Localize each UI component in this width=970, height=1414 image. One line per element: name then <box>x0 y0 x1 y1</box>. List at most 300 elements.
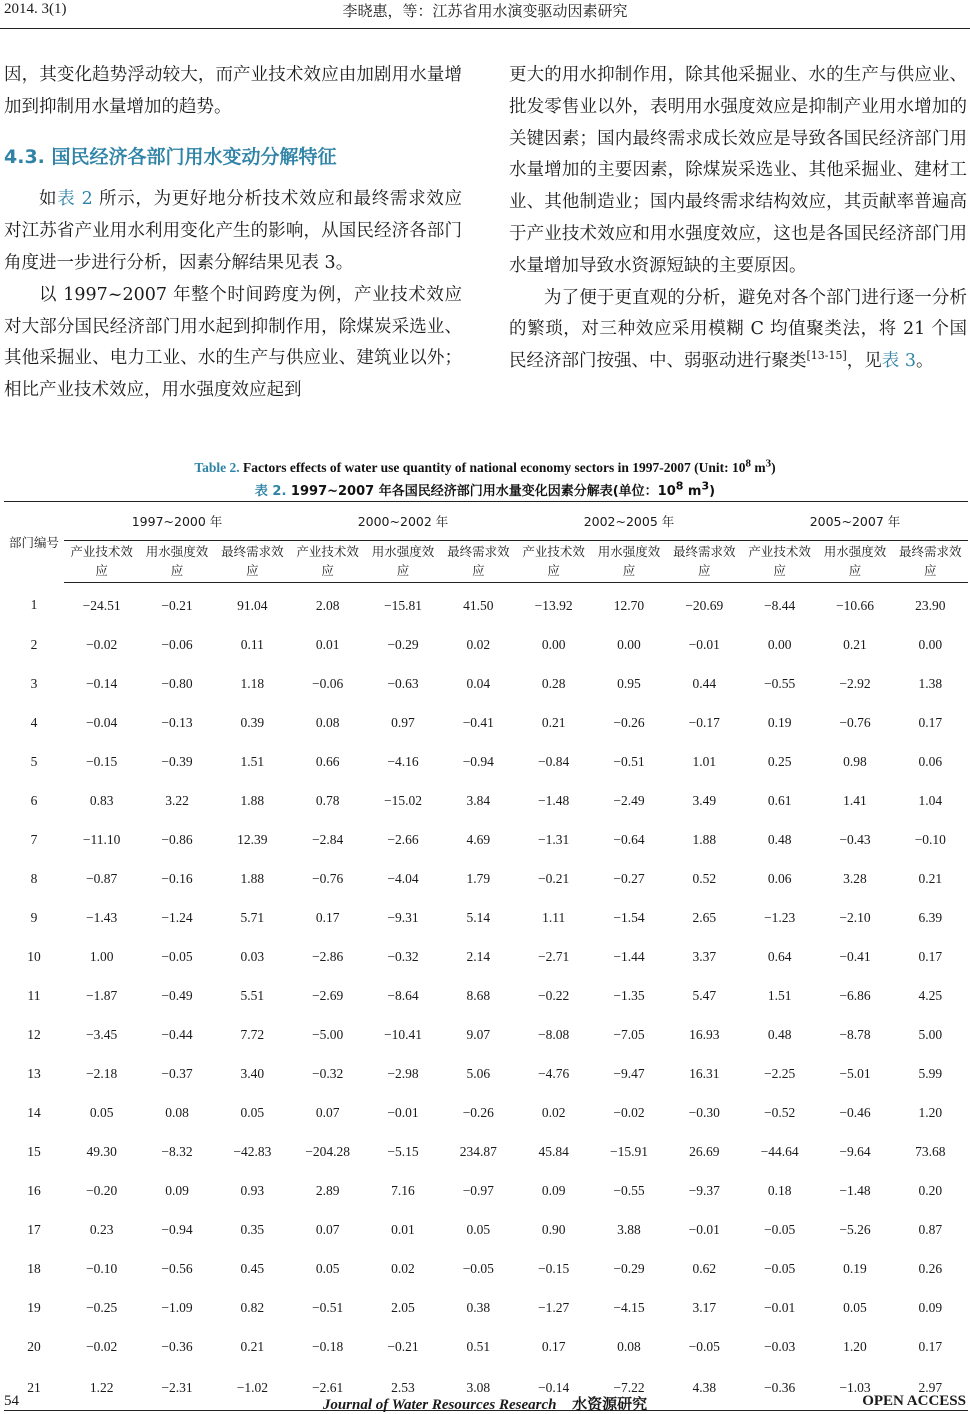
value-cell: −2.69 <box>312 987 344 1003</box>
value-cell: −0.21 <box>538 870 570 886</box>
sector-id-cell: 15 <box>27 1143 41 1159</box>
value-cell: 3.88 <box>617 1221 641 1237</box>
value-cell: −2.84 <box>312 831 344 847</box>
value-cell: −0.14 <box>516 1366 591 1411</box>
value-cell: 3.08 <box>441 1366 516 1411</box>
value-cell: −5.26 <box>839 1221 871 1237</box>
value-cell: 0.25 <box>767 753 792 769</box>
value-cell: −2.71 <box>538 948 570 964</box>
value-cell: −0.16 <box>161 870 193 886</box>
value-cell: 23.90 <box>915 597 946 613</box>
value-cell: 0.09 <box>541 1182 566 1198</box>
value-cell: 234.87 <box>459 1143 497 1159</box>
value-cell: −0.01 <box>764 1299 796 1315</box>
value-cell: −0.76 <box>839 714 871 730</box>
value-cell: 0.98 <box>843 753 867 769</box>
value-cell: −0.94 <box>462 753 494 769</box>
value-cell: 0.01 <box>391 1221 415 1237</box>
value-cell: −0.27 <box>613 870 645 886</box>
value-cell: 0.05 <box>240 1104 265 1120</box>
col-header-effect: 产业技术效应 <box>742 541 817 583</box>
table-caption-zh <box>0 480 970 499</box>
value-cell: −0.56 <box>161 1260 193 1276</box>
value-cell: 0.00 <box>617 636 641 652</box>
value-cell: 0.23 <box>89 1221 114 1237</box>
value-cell: 1.51 <box>240 753 265 769</box>
table-row <box>4 703 968 742</box>
value-cell: −5.15 <box>387 1143 419 1159</box>
value-cell: −11.10 <box>82 831 121 847</box>
col-header-effect: 产业技术效应 <box>516 541 591 583</box>
table-row <box>4 1132 968 1171</box>
value-cell: 0.28 <box>541 675 566 691</box>
value-cell: 1.88 <box>240 870 265 886</box>
value-cell: −15.81 <box>383 597 422 613</box>
value-cell: 1.88 <box>240 792 265 808</box>
value-cell: −0.44 <box>161 1026 193 1042</box>
value-cell: 0.19 <box>767 714 792 730</box>
period-header: 2005~2007 年 <box>742 502 968 541</box>
value-cell: 7.16 <box>391 1182 415 1198</box>
value-cell: 2.05 <box>391 1299 415 1315</box>
value-cell: −0.26 <box>462 1104 494 1120</box>
value-cell: −0.43 <box>839 831 871 847</box>
value-cell: 1.51 <box>767 987 792 1003</box>
value-cell: 49.30 <box>86 1143 117 1159</box>
value-cell: −0.55 <box>764 675 796 691</box>
paragraph <box>509 283 967 378</box>
value-cell: −24.51 <box>82 597 121 613</box>
value-cell: 0.44 <box>692 675 717 691</box>
value-cell: 0.05 <box>89 1104 114 1120</box>
value-cell: 8.68 <box>466 987 491 1003</box>
value-cell: −0.05 <box>161 948 193 964</box>
col-header-effect: 用水强度效应 <box>365 541 440 583</box>
value-cell: 0.82 <box>240 1299 265 1315</box>
value-cell: 0.21 <box>918 870 943 886</box>
sector-id-cell: 21 <box>4 1366 64 1411</box>
value-cell: −0.25 <box>86 1299 118 1315</box>
sector-id-cell: 9 <box>30 909 38 925</box>
value-cell: 0.06 <box>767 870 792 886</box>
col-header-effect: 用水强度效应 <box>591 541 666 583</box>
table-row <box>4 898 968 937</box>
table-caption-en <box>0 457 970 476</box>
running-title: 李晓惠，等：江苏省用水演变驱动因素研究 <box>342 2 628 20</box>
value-cell: 3.17 <box>692 1299 717 1315</box>
value-cell: −0.05 <box>688 1338 720 1354</box>
value-cell: −0.30 <box>688 1104 720 1120</box>
sector-id-cell: 7 <box>30 831 38 847</box>
value-cell: −0.32 <box>312 1065 344 1081</box>
value-cell: −204.28 <box>305 1143 351 1159</box>
value-cell: −0.17 <box>688 714 720 730</box>
value-cell: −2.31 <box>139 1366 214 1411</box>
value-cell: 0.48 <box>767 831 792 847</box>
value-cell: 0.04 <box>466 675 491 691</box>
value-cell: 16.93 <box>689 1026 720 1042</box>
value-cell: 4.25 <box>918 987 943 1003</box>
value-cell: −0.49 <box>161 987 193 1003</box>
col-header-effect: 产业技术效应 <box>64 541 139 583</box>
value-cell: −13.92 <box>534 597 573 613</box>
value-cell: 0.08 <box>315 714 340 730</box>
value-cell: 1.88 <box>692 831 717 847</box>
value-cell: −1.09 <box>161 1299 193 1315</box>
value-cell: −0.04 <box>86 714 118 730</box>
col-header-effect: 用水强度效应 <box>139 541 214 583</box>
value-cell: −1.44 <box>613 948 645 964</box>
value-cell: 2.89 <box>315 1182 340 1198</box>
section-heading: 4.3. 国民经济各部门用水变动分解特征 <box>4 145 337 168</box>
value-cell: 0.09 <box>918 1299 943 1315</box>
value-cell: 5.06 <box>466 1065 491 1081</box>
col-header-effect: 最终需求效应 <box>215 541 290 583</box>
table-row <box>4 742 968 781</box>
journal-name <box>0 1393 970 1414</box>
value-cell: −0.51 <box>312 1299 344 1315</box>
value-cell: 0.66 <box>315 753 340 769</box>
value-cell: 0.83 <box>89 792 114 808</box>
value-cell: 2.53 <box>365 1366 440 1411</box>
value-cell: 1.00 <box>89 948 114 964</box>
value-cell: 0.17 <box>315 909 340 925</box>
value-cell: 0.03 <box>240 948 265 964</box>
value-cell: 1.11 <box>542 909 566 925</box>
value-cell: −0.80 <box>161 675 193 691</box>
value-cell: 1.38 <box>918 675 943 691</box>
sector-id-cell: 6 <box>30 792 38 808</box>
value-cell: −0.46 <box>839 1104 871 1120</box>
period-header: 2000~2002 年 <box>290 502 516 541</box>
value-cell: 0.38 <box>466 1299 491 1315</box>
value-cell: 0.08 <box>165 1104 189 1120</box>
value-cell: 5.00 <box>918 1026 943 1042</box>
table-row <box>4 664 968 703</box>
value-cell: 0.00 <box>541 636 566 652</box>
journal-name-zh: 水资源研究 <box>572 1395 648 1413</box>
value-cell: −15.02 <box>383 792 422 808</box>
value-cell: −0.05 <box>462 1260 494 1276</box>
value-cell: 73.68 <box>915 1143 946 1159</box>
value-cell: 0.62 <box>692 1260 717 1276</box>
table-row <box>4 937 968 976</box>
journal-name-en: Journal of Water Resources Research <box>322 1397 557 1413</box>
table-row <box>4 1327 968 1366</box>
value-cell: 0.17 <box>918 1338 943 1354</box>
value-cell: −2.18 <box>86 1065 118 1081</box>
value-cell: −1.24 <box>161 909 193 925</box>
value-cell: −4.04 <box>387 870 419 886</box>
sector-id-cell: 3 <box>30 675 38 691</box>
value-cell: −20.69 <box>685 597 724 613</box>
value-cell: −1.43 <box>86 909 118 925</box>
table-row <box>4 976 968 1015</box>
value-cell: 1.04 <box>918 792 943 808</box>
value-cell: −1.02 <box>215 1366 290 1411</box>
sector-id-cell: 18 <box>27 1260 41 1276</box>
value-cell: −0.29 <box>613 1260 645 1276</box>
value-cell: −0.84 <box>538 753 570 769</box>
value-cell: 16.31 <box>689 1065 720 1081</box>
value-cell: 2.08 <box>315 597 340 613</box>
value-cell: −0.39 <box>161 753 193 769</box>
value-cell: 0.02 <box>391 1260 415 1276</box>
value-cell: 1.79 <box>466 870 491 886</box>
table-row <box>4 1210 968 1249</box>
table-row <box>4 1288 968 1327</box>
value-cell: 6.39 <box>918 909 943 925</box>
value-cell: −1.31 <box>538 831 570 847</box>
value-cell: −0.18 <box>312 1338 344 1354</box>
value-cell: −0.26 <box>613 714 645 730</box>
value-cell: −2.49 <box>613 792 645 808</box>
caption-label: Table 2. <box>194 460 240 475</box>
value-cell: 5.71 <box>240 909 265 925</box>
text: 如 <box>39 189 58 210</box>
sector-id-cell: 13 <box>27 1065 41 1081</box>
volume-issue: 2014. 3(1) <box>4 1 67 17</box>
value-cell: −1.03 <box>817 1366 892 1411</box>
value-cell: 0.39 <box>240 714 265 730</box>
paragraph: 以 1997~2007 年整个时间跨度为例，产业技术效应对大部分国民经济部门用水起到抑制作用，除煤炭采选业、其他采掘业、电力工业、水的生产与供应业、建筑业以外；相比产业技术效应，用水强度效应起到 <box>4 284 462 401</box>
value-cell: −15.91 <box>609 1143 648 1159</box>
sector-id-cell: 16 <box>27 1182 41 1198</box>
value-cell: 0.00 <box>767 636 792 652</box>
value-cell: −1.48 <box>538 792 570 808</box>
caption-text: Factors effects of water use quantity of national economy sectors in 1997-2007 (Unit: $10^8$ $m^3$) <box>239 457 776 475</box>
value-cell: −4.15 <box>613 1299 645 1315</box>
value-cell: −8.78 <box>839 1026 871 1042</box>
table-row <box>4 1171 968 1210</box>
value-cell: 4.38 <box>667 1366 742 1411</box>
value-cell: −0.97 <box>462 1182 494 1198</box>
value-cell: 0.08 <box>617 1338 641 1354</box>
value-cell: −9.37 <box>688 1182 720 1198</box>
text: 。 <box>916 351 934 372</box>
table-row <box>4 1093 968 1132</box>
value-cell: 0.17 <box>918 948 943 964</box>
table-row <box>4 625 968 664</box>
value-cell: −0.55 <box>613 1182 645 1198</box>
value-cell: 0.09 <box>165 1182 189 1198</box>
value-cell: −10.66 <box>835 597 874 613</box>
value-cell: −0.02 <box>86 1338 118 1354</box>
value-cell: −8.44 <box>764 597 796 613</box>
value-cell: 5.99 <box>918 1065 943 1081</box>
sector-id-cell: 11 <box>27 987 41 1003</box>
text: 所示，为更好地分析技术效应和最终需求效应对江苏省产业用水利用变化产生的影响，从国民经济各部门角度进一步进行分析，因素分解结果见表 3。 <box>4 189 463 273</box>
value-cell: −0.02 <box>86 636 118 652</box>
value-cell: 1.01 <box>692 753 717 769</box>
value-cell: −8.32 <box>161 1143 193 1159</box>
value-cell: 3.40 <box>240 1065 265 1081</box>
value-cell: −2.25 <box>764 1065 796 1081</box>
value-cell: 0.78 <box>315 792 340 808</box>
value-cell: −0.10 <box>914 831 946 847</box>
value-cell: 0.45 <box>240 1260 265 1276</box>
value-cell: 0.00 <box>918 636 943 652</box>
value-cell: −0.01 <box>688 1221 720 1237</box>
value-cell: −0.51 <box>613 753 645 769</box>
sector-id-cell: 1 <box>30 597 38 613</box>
value-cell: −5.00 <box>312 1026 344 1042</box>
table-row <box>4 583 968 626</box>
value-cell: 0.48 <box>767 1026 792 1042</box>
value-cell: −0.21 <box>161 597 193 613</box>
value-cell: −0.37 <box>161 1065 193 1081</box>
value-cell: 0.18 <box>767 1182 792 1198</box>
value-cell: −0.76 <box>312 870 344 886</box>
value-cell: 7.72 <box>240 1026 265 1042</box>
open-access-label: OPEN ACCESS <box>862 1393 966 1409</box>
value-cell: 2.14 <box>466 948 491 964</box>
value-cell: 0.35 <box>240 1221 265 1237</box>
value-cell: 4.69 <box>466 831 491 847</box>
table-row <box>4 859 968 898</box>
paragraph <box>4 184 462 279</box>
caption-label: 表 2. <box>254 484 287 499</box>
value-cell: −4.76 <box>538 1065 570 1081</box>
sector-id-cell: 12 <box>27 1026 41 1042</box>
value-cell: −0.05 <box>764 1221 796 1237</box>
value-cell: −0.41 <box>462 714 494 730</box>
value-cell: −44.64 <box>760 1143 799 1159</box>
value-cell: 2.65 <box>692 909 717 925</box>
value-cell: −1.23 <box>764 909 796 925</box>
value-cell: −9.31 <box>387 909 419 925</box>
value-cell: −0.52 <box>764 1104 796 1120</box>
text: 为了便于更直观的分析，避免对各个部门进行逐一分析的繁琐，对三种效应采用模糊 C 均值聚类法，将 21 个国民经济部门按强、中、弱驱动进行聚类 <box>509 287 967 372</box>
col-header-effect: 最终需求效应 <box>667 541 742 583</box>
value-cell: −0.22 <box>538 987 570 1003</box>
col-header-sector: 部门编号 <box>4 502 64 583</box>
running-header <box>0 0 970 29</box>
value-cell: −1.35 <box>613 987 645 1003</box>
value-cell: −0.01 <box>688 636 720 652</box>
value-cell: −1.27 <box>538 1299 570 1315</box>
table-ref-link[interactable]: 表 3 <box>881 351 916 372</box>
right-column <box>509 60 967 378</box>
value-cell: 12.39 <box>237 831 268 847</box>
value-cell: 0.07 <box>315 1221 340 1237</box>
value-cell: −1.54 <box>613 909 645 925</box>
value-cell: −0.63 <box>387 675 419 691</box>
value-cell: −5.01 <box>839 1065 871 1081</box>
sector-id-cell: 4 <box>30 714 38 730</box>
value-cell: 0.11 <box>240 636 264 652</box>
value-cell: 0.21 <box>843 636 867 652</box>
value-cell: 0.02 <box>466 636 491 652</box>
value-cell: 0.90 <box>541 1221 566 1237</box>
paragraph: 因，其变化趋势浮动较大，而产业技术效应由加剧用水量增加到抑制用水量增加的趋势。 <box>4 65 462 117</box>
value-cell: 0.06 <box>918 753 943 769</box>
value-cell: −1.48 <box>839 1182 871 1198</box>
value-cell: 26.69 <box>689 1143 720 1159</box>
value-cell: 1.18 <box>240 675 265 691</box>
sector-id-cell: 2 <box>30 636 38 652</box>
value-cell: −0.10 <box>86 1260 118 1276</box>
page-number: 54 <box>4 1393 19 1409</box>
value-cell: −9.64 <box>839 1143 871 1159</box>
value-cell: −0.03 <box>764 1338 796 1354</box>
value-cell: −0.36 <box>161 1338 193 1354</box>
value-cell: 0.97 <box>391 714 415 730</box>
value-cell: −0.21 <box>387 1338 419 1354</box>
value-cell: 12.70 <box>613 597 645 613</box>
period-header: 1997~2000 年 <box>64 502 290 541</box>
factor-decomposition-table <box>4 501 968 1411</box>
value-cell: −0.01 <box>387 1104 419 1120</box>
value-cell: 91.04 <box>237 597 268 613</box>
value-cell: 1.41 <box>843 792 867 808</box>
value-cell: −0.06 <box>161 636 193 652</box>
left-column <box>4 60 462 407</box>
caption-text: 1997~2007 年各国民经济部门用水量变化因素分解表(单位：$10^8$ $m^3$) <box>286 479 716 499</box>
col-header-effect: 产业技术效应 <box>290 541 365 583</box>
value-cell: 0.51 <box>466 1338 491 1354</box>
value-cell: −6.86 <box>839 987 871 1003</box>
value-cell: −42.83 <box>233 1143 272 1159</box>
value-cell: −0.15 <box>538 1260 570 1276</box>
paragraph: 更大的用水抑制作用，除其他采掘业、水的生产与供应业、批发零售业以外，表明用水强度效应是抑制产业用水增加的关键因素；国内最终需求成长效应是导致各国民经济部门用水量增加的主要因素，除煤炭采选业、其他采掘业、建材工业、其他制造业；国内最终需求结构效应，其贡献率普遍高于产业技术效应和用水强度效应，这也是各国民经济部门用水量增加导致水资源短缺的主要原因。 <box>509 65 967 276</box>
value-cell: −7.05 <box>613 1026 645 1042</box>
value-cell: 0.21 <box>240 1338 265 1354</box>
value-cell: −2.61 <box>290 1366 365 1411</box>
value-cell: 3.37 <box>692 948 717 964</box>
value-cell: −0.86 <box>161 831 193 847</box>
table-ref-link[interactable]: 表 2 <box>57 189 93 210</box>
value-cell: −1.87 <box>86 987 118 1003</box>
citation-ref[interactable]: [13-15] <box>806 349 847 363</box>
sector-id-cell: 14 <box>27 1104 41 1120</box>
value-cell: 0.01 <box>315 636 340 652</box>
col-header-effect: 最终需求效应 <box>441 541 516 583</box>
value-cell: 5.47 <box>692 987 717 1003</box>
value-cell: 0.02 <box>541 1104 566 1120</box>
table-row <box>4 781 968 820</box>
value-cell: 2.97 <box>893 1366 968 1411</box>
value-cell: 0.95 <box>617 675 641 691</box>
value-cell: −3.45 <box>86 1026 118 1042</box>
value-cell: −4.16 <box>387 753 419 769</box>
sector-id-cell: 19 <box>27 1299 41 1315</box>
value-cell: 1.20 <box>918 1104 943 1120</box>
value-cell: −0.15 <box>86 753 118 769</box>
sector-id-cell: 10 <box>27 948 41 964</box>
value-cell: 5.51 <box>240 987 265 1003</box>
table-row <box>4 1249 968 1288</box>
value-cell: −0.29 <box>387 636 419 652</box>
value-cell: 1.20 <box>843 1338 867 1354</box>
value-cell: −0.05 <box>764 1260 796 1276</box>
value-cell: 0.64 <box>767 948 792 964</box>
col-header-effect: 用水强度效应 <box>817 541 892 583</box>
value-cell: 0.17 <box>918 714 943 730</box>
value-cell: 0.17 <box>541 1338 566 1354</box>
value-cell: −2.98 <box>387 1065 419 1081</box>
value-cell: −0.36 <box>742 1366 817 1411</box>
value-cell: −2.10 <box>839 909 871 925</box>
value-cell: 1.22 <box>64 1366 139 1411</box>
value-cell: 9.07 <box>466 1026 491 1042</box>
value-cell: 0.19 <box>843 1260 867 1276</box>
value-cell: −7.22 <box>591 1366 666 1411</box>
value-cell: 3.84 <box>466 792 491 808</box>
value-cell: 0.05 <box>466 1221 491 1237</box>
value-cell: 0.52 <box>692 870 717 886</box>
value-cell: 0.05 <box>315 1260 340 1276</box>
